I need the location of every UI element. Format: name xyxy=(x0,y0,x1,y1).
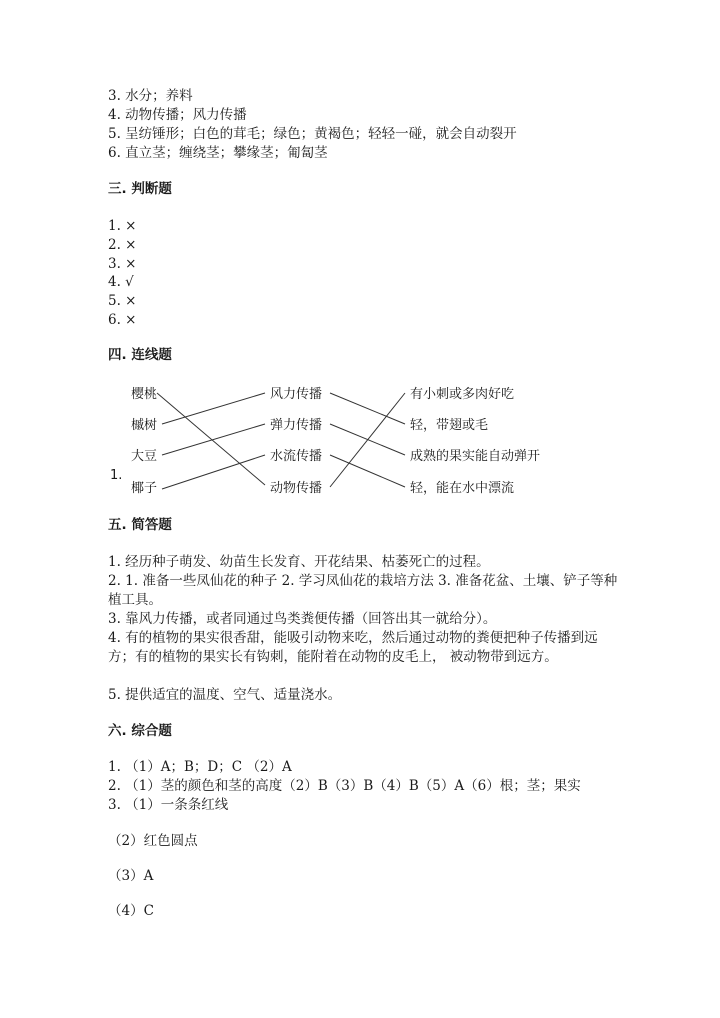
match-left-maple: 槭树 xyxy=(131,418,158,433)
match-middle-elastic: 弹力传播 xyxy=(270,418,323,433)
connector-water-float xyxy=(330,455,405,487)
match-middle-animal: 动物传播 xyxy=(270,481,323,496)
section-4-title: 四. 连线题 xyxy=(108,347,172,363)
match-right-1: 有小刺或多肉好吃 xyxy=(410,387,515,402)
judge-item-3: 3. × xyxy=(108,256,137,272)
comprehensive-line-1: 1. （1）A；B；D；C （2）A xyxy=(108,759,292,775)
connector-cherry-animal xyxy=(157,393,265,485)
comprehensive-line-2: 2. （1）茎的颜色和茎的高度（2）B（3）B（4）B（5）A（6）根；茎；果实 xyxy=(108,778,581,794)
short-answer-1: 1. 经历种子萌发、幼苗生长发育、开花结果、枯萎死亡的过程。 xyxy=(108,554,490,570)
comprehensive-sub-2: （2）红色圆点 xyxy=(108,833,198,849)
judge-item-2: 2. × xyxy=(108,237,137,253)
short-answer-3: 3. 靠风力传播，或者同通过鸟类粪便传播（回答出其一就给分）。 xyxy=(108,611,497,627)
section-3-title: 三. 判断题 xyxy=(108,181,172,197)
short-answer-2: 2. 1. 准备一些凤仙花的种子 2. 学习凤仙花的栽培方法 3. 准备花盆、土壤、铲子等种植工具。 xyxy=(108,573,618,608)
fill-blank-line-4: 4. 动物传播；风力传播 xyxy=(108,107,247,123)
match-right-4: 轻，能在水中漂流 xyxy=(410,481,515,496)
comprehensive-line-3: 3. （1）一条条红线 xyxy=(108,797,229,813)
connector-maple-wind xyxy=(162,393,265,424)
match-left-cherry: 樱桃 xyxy=(131,387,158,402)
match-left-soybean: 大豆 xyxy=(131,449,158,464)
match-right-2: 轻，带翅或毛 xyxy=(410,418,489,433)
match-left-coconut: 椰子 xyxy=(131,481,158,496)
fill-blank-line-5: 5. 呈纺锤形；白色的茸毛；绿色；黄褐色；轻轻一碰，就会自动裂开 xyxy=(108,126,517,142)
short-answer-5: 5. 提供适宜的温度、空气、适量浇水。 xyxy=(108,687,342,703)
judge-item-6: 6. × xyxy=(108,312,137,328)
judge-item-1: 1. × xyxy=(108,218,137,234)
comprehensive-sub-3: （3）A xyxy=(108,868,154,884)
fill-blank-line-3: 3. 水分；养料 xyxy=(108,88,193,104)
match-middle-water: 水流传播 xyxy=(270,449,323,464)
short-answer-4: 4. 有的植物的果实很香甜，能吸引动物来吃，然后通过动物的粪便把种子传播到远方；有的植物的果实长有钩刺，能附着在动物的皮毛上， 被动物带到远方。 xyxy=(108,630,598,665)
connector-wind-light-wings xyxy=(330,393,405,424)
section-5-title: 五. 简答题 xyxy=(108,517,172,533)
section-6-title: 六. 综合题 xyxy=(108,723,172,739)
judge-item-4: 4. √ xyxy=(108,274,134,290)
connector-animal-spiny xyxy=(330,393,405,487)
match-middle-wind: 风力传播 xyxy=(270,387,323,402)
connector-coconut-water xyxy=(162,455,265,489)
match-right-3: 成熟的果实能自动弹开 xyxy=(410,449,541,464)
comprehensive-sub-4: （4）C xyxy=(108,903,154,919)
connector-soybean-elastic xyxy=(162,424,265,455)
connector-elastic-pop xyxy=(330,424,405,455)
judge-item-5: 5. × xyxy=(108,293,137,309)
fill-blank-line-6: 6. 直立茎；缠绕茎；攀缘茎；匍匐茎 xyxy=(108,145,328,161)
matching-number: 1. xyxy=(110,468,123,483)
